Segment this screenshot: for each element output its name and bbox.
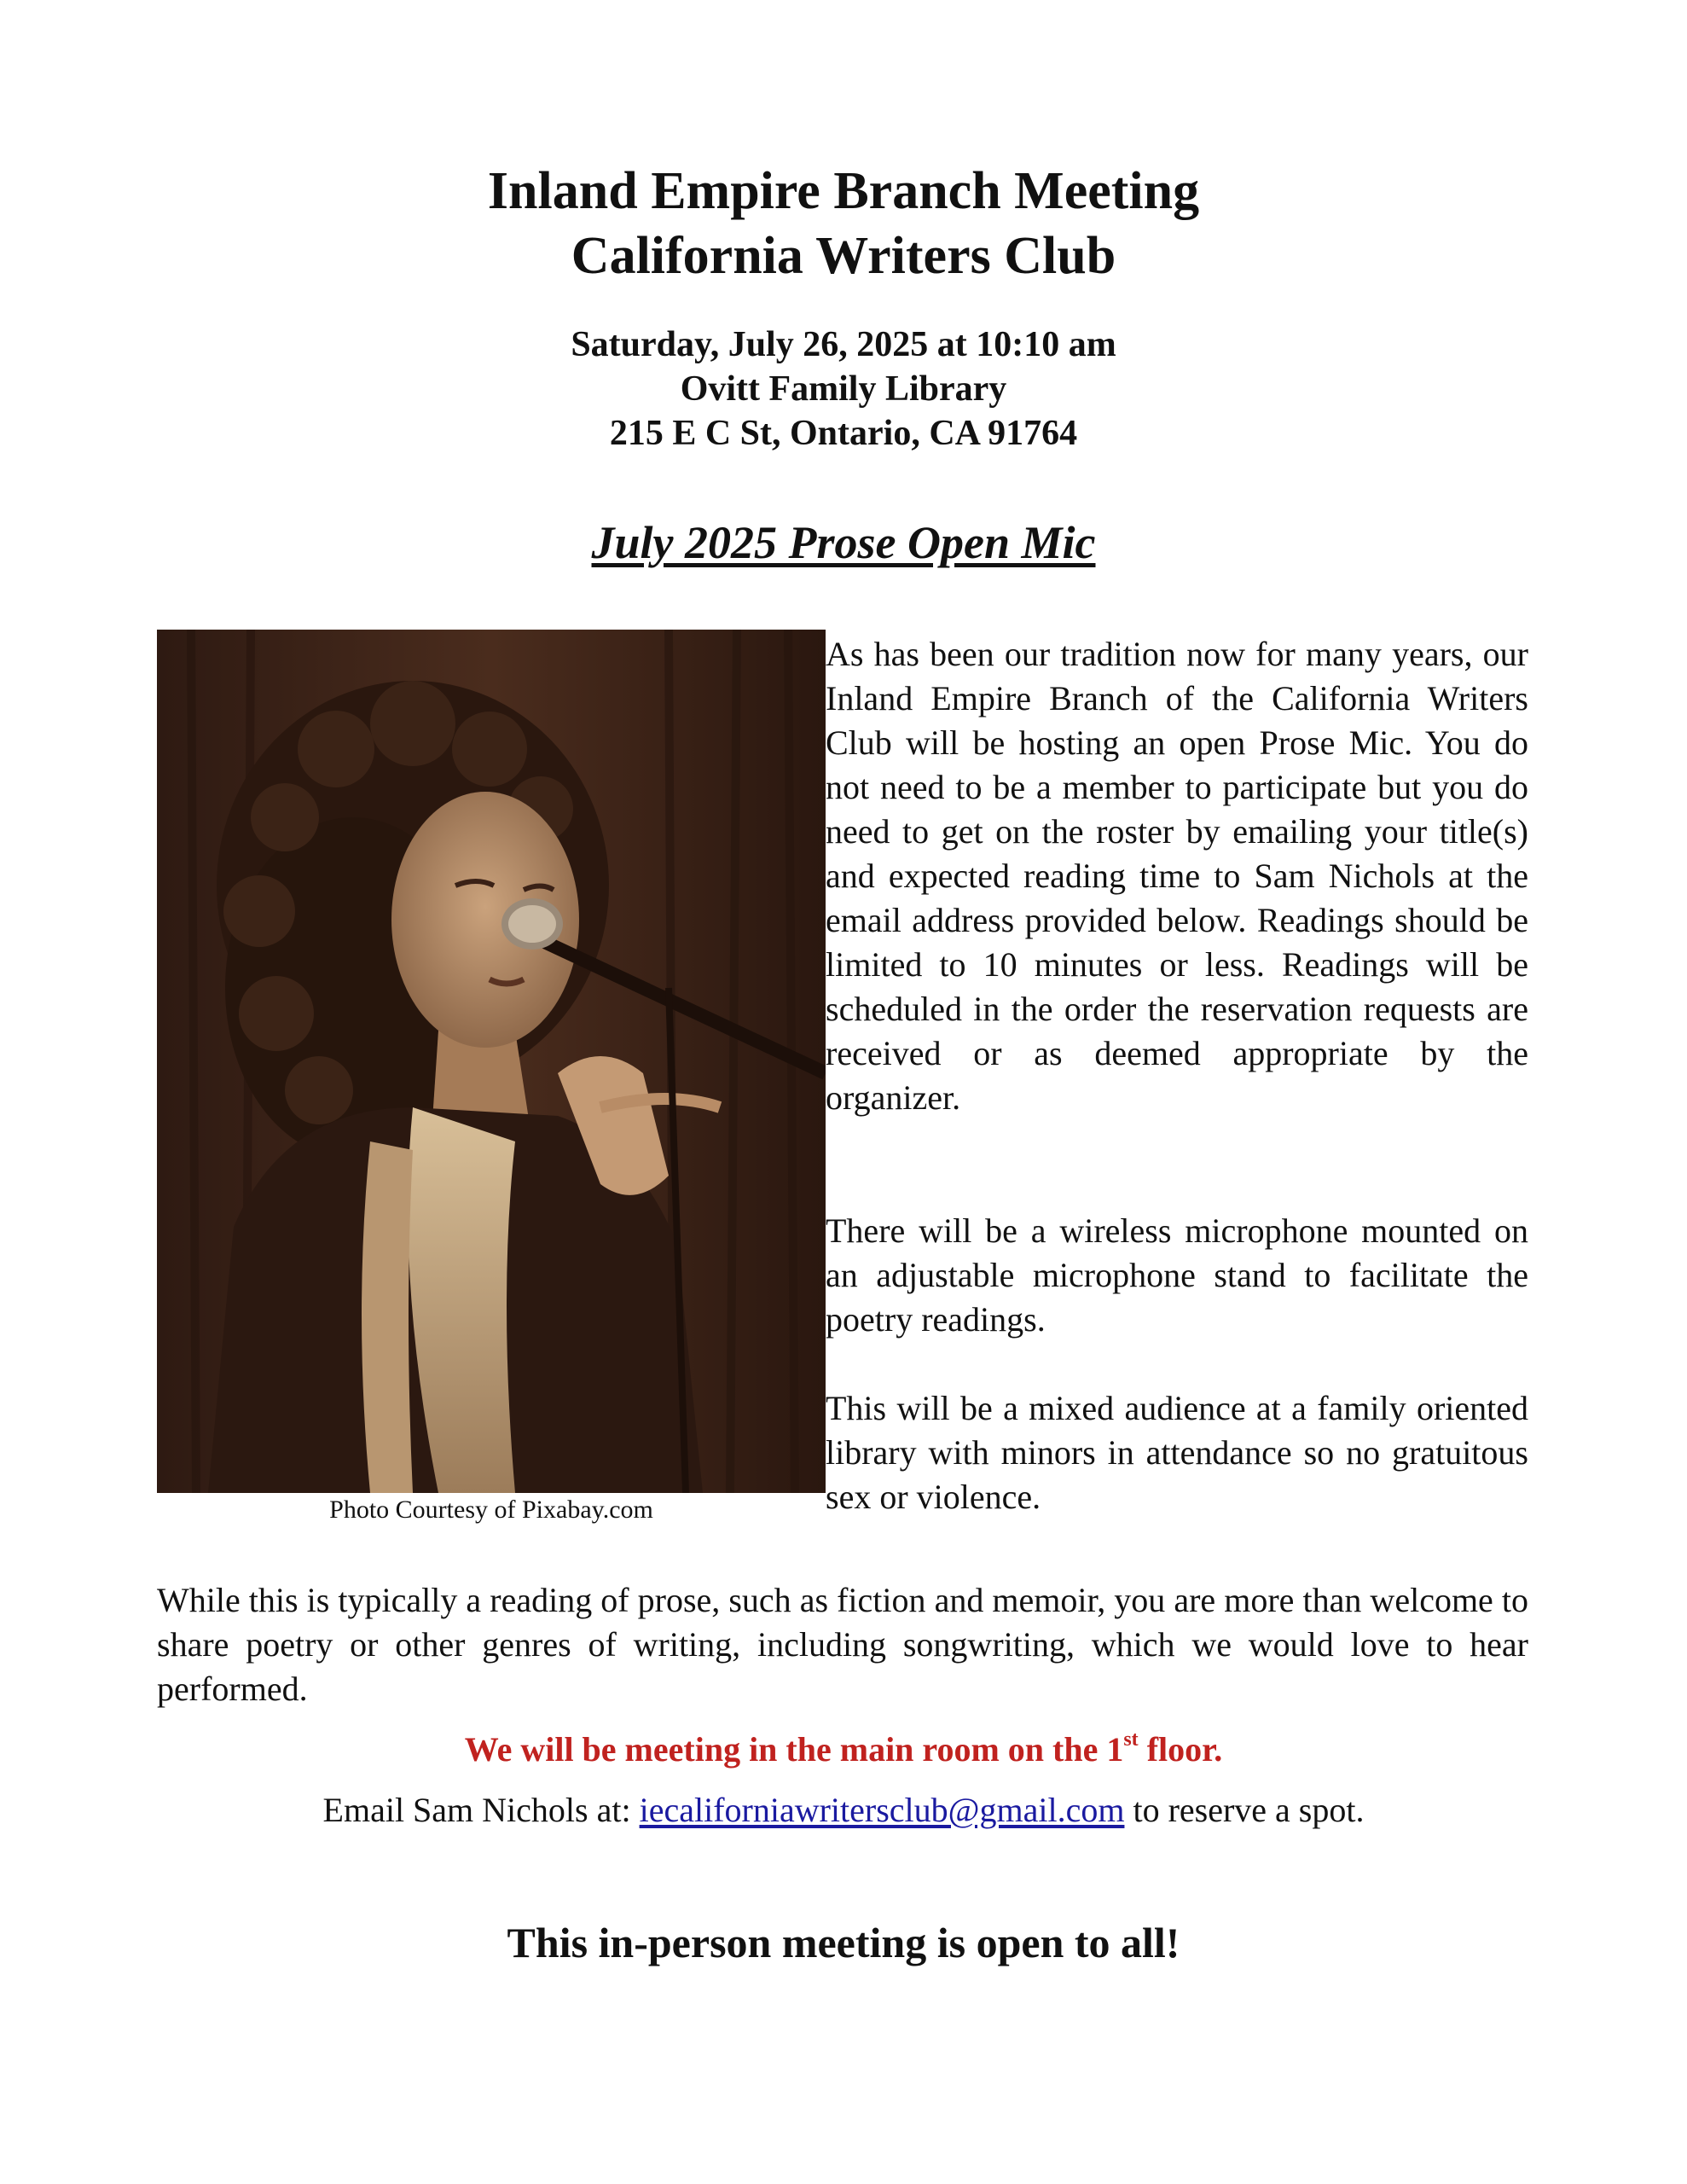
email-link[interactable]: iecaliforniawritersclub@gmail.com [639,1791,1125,1829]
paragraph-open-mic-intro: As has been our tradition now for many years, our Inland Empire Branch of the California Writers Club will be hosting an open Prose Mic. You do not need to be a member to participate but you do need to get on the roster by emailing your title(s) and expected reading time to Sam Nichols at the email address provided below. Readings should be limited to 10 minutes or less. Readings will be scheduled in the order the reservation requests are received or as deemed appropriate by the organizer. [826,635,1528,1117]
branch-meeting-title: Inland Empire Branch Meeting [487,162,1200,220]
email-instructions [0,1788,1687,1833]
meeting-date-time: Saturday, July 26, 2025 at 10:10 am [571,325,1116,364]
room-note-superscript: st [1123,1728,1139,1751]
club-name-title: California Writers Club [571,227,1116,285]
meeting-room-note [0,1728,1687,1772]
closing-statement: This in-person meeting is open to all! [507,1919,1180,1966]
performer-photo-illustration [157,630,826,1493]
event-title: July 2025 Prose Open Mic [591,517,1096,568]
paragraph-audience: This will be a mixed audience at a family oriented library with minors in attendance so no gratuitous sex or violence. [826,1389,1528,1516]
meeting-venue: Ovitt Family Library [680,369,1007,409]
photo-caption: Photo Courtesy of Pixabay.com [329,1496,653,1524]
email-suffix: to reserve a spot. [1124,1791,1365,1829]
room-note-floor: floor. [1138,1730,1223,1769]
paragraph-microphone: There will be a wireless microphone mounted on an adjustable microphone stand to facilitate the poetry readings. [826,1211,1528,1339]
email-prefix: Email Sam Nichols at: [322,1791,640,1829]
meeting-address: 215 E C St, Ontario, CA 91764 [609,414,1078,453]
performer-photo [157,630,826,1493]
room-note-text: We will be meeting in the main room on the 1 [464,1730,1124,1769]
paragraph-genres: While this is typically a reading of prose, such as fiction and memoir, you are more than welcome to share poetry or other genres of writing, including songwriting, which we would love to hear performed. [157,1581,1528,1708]
